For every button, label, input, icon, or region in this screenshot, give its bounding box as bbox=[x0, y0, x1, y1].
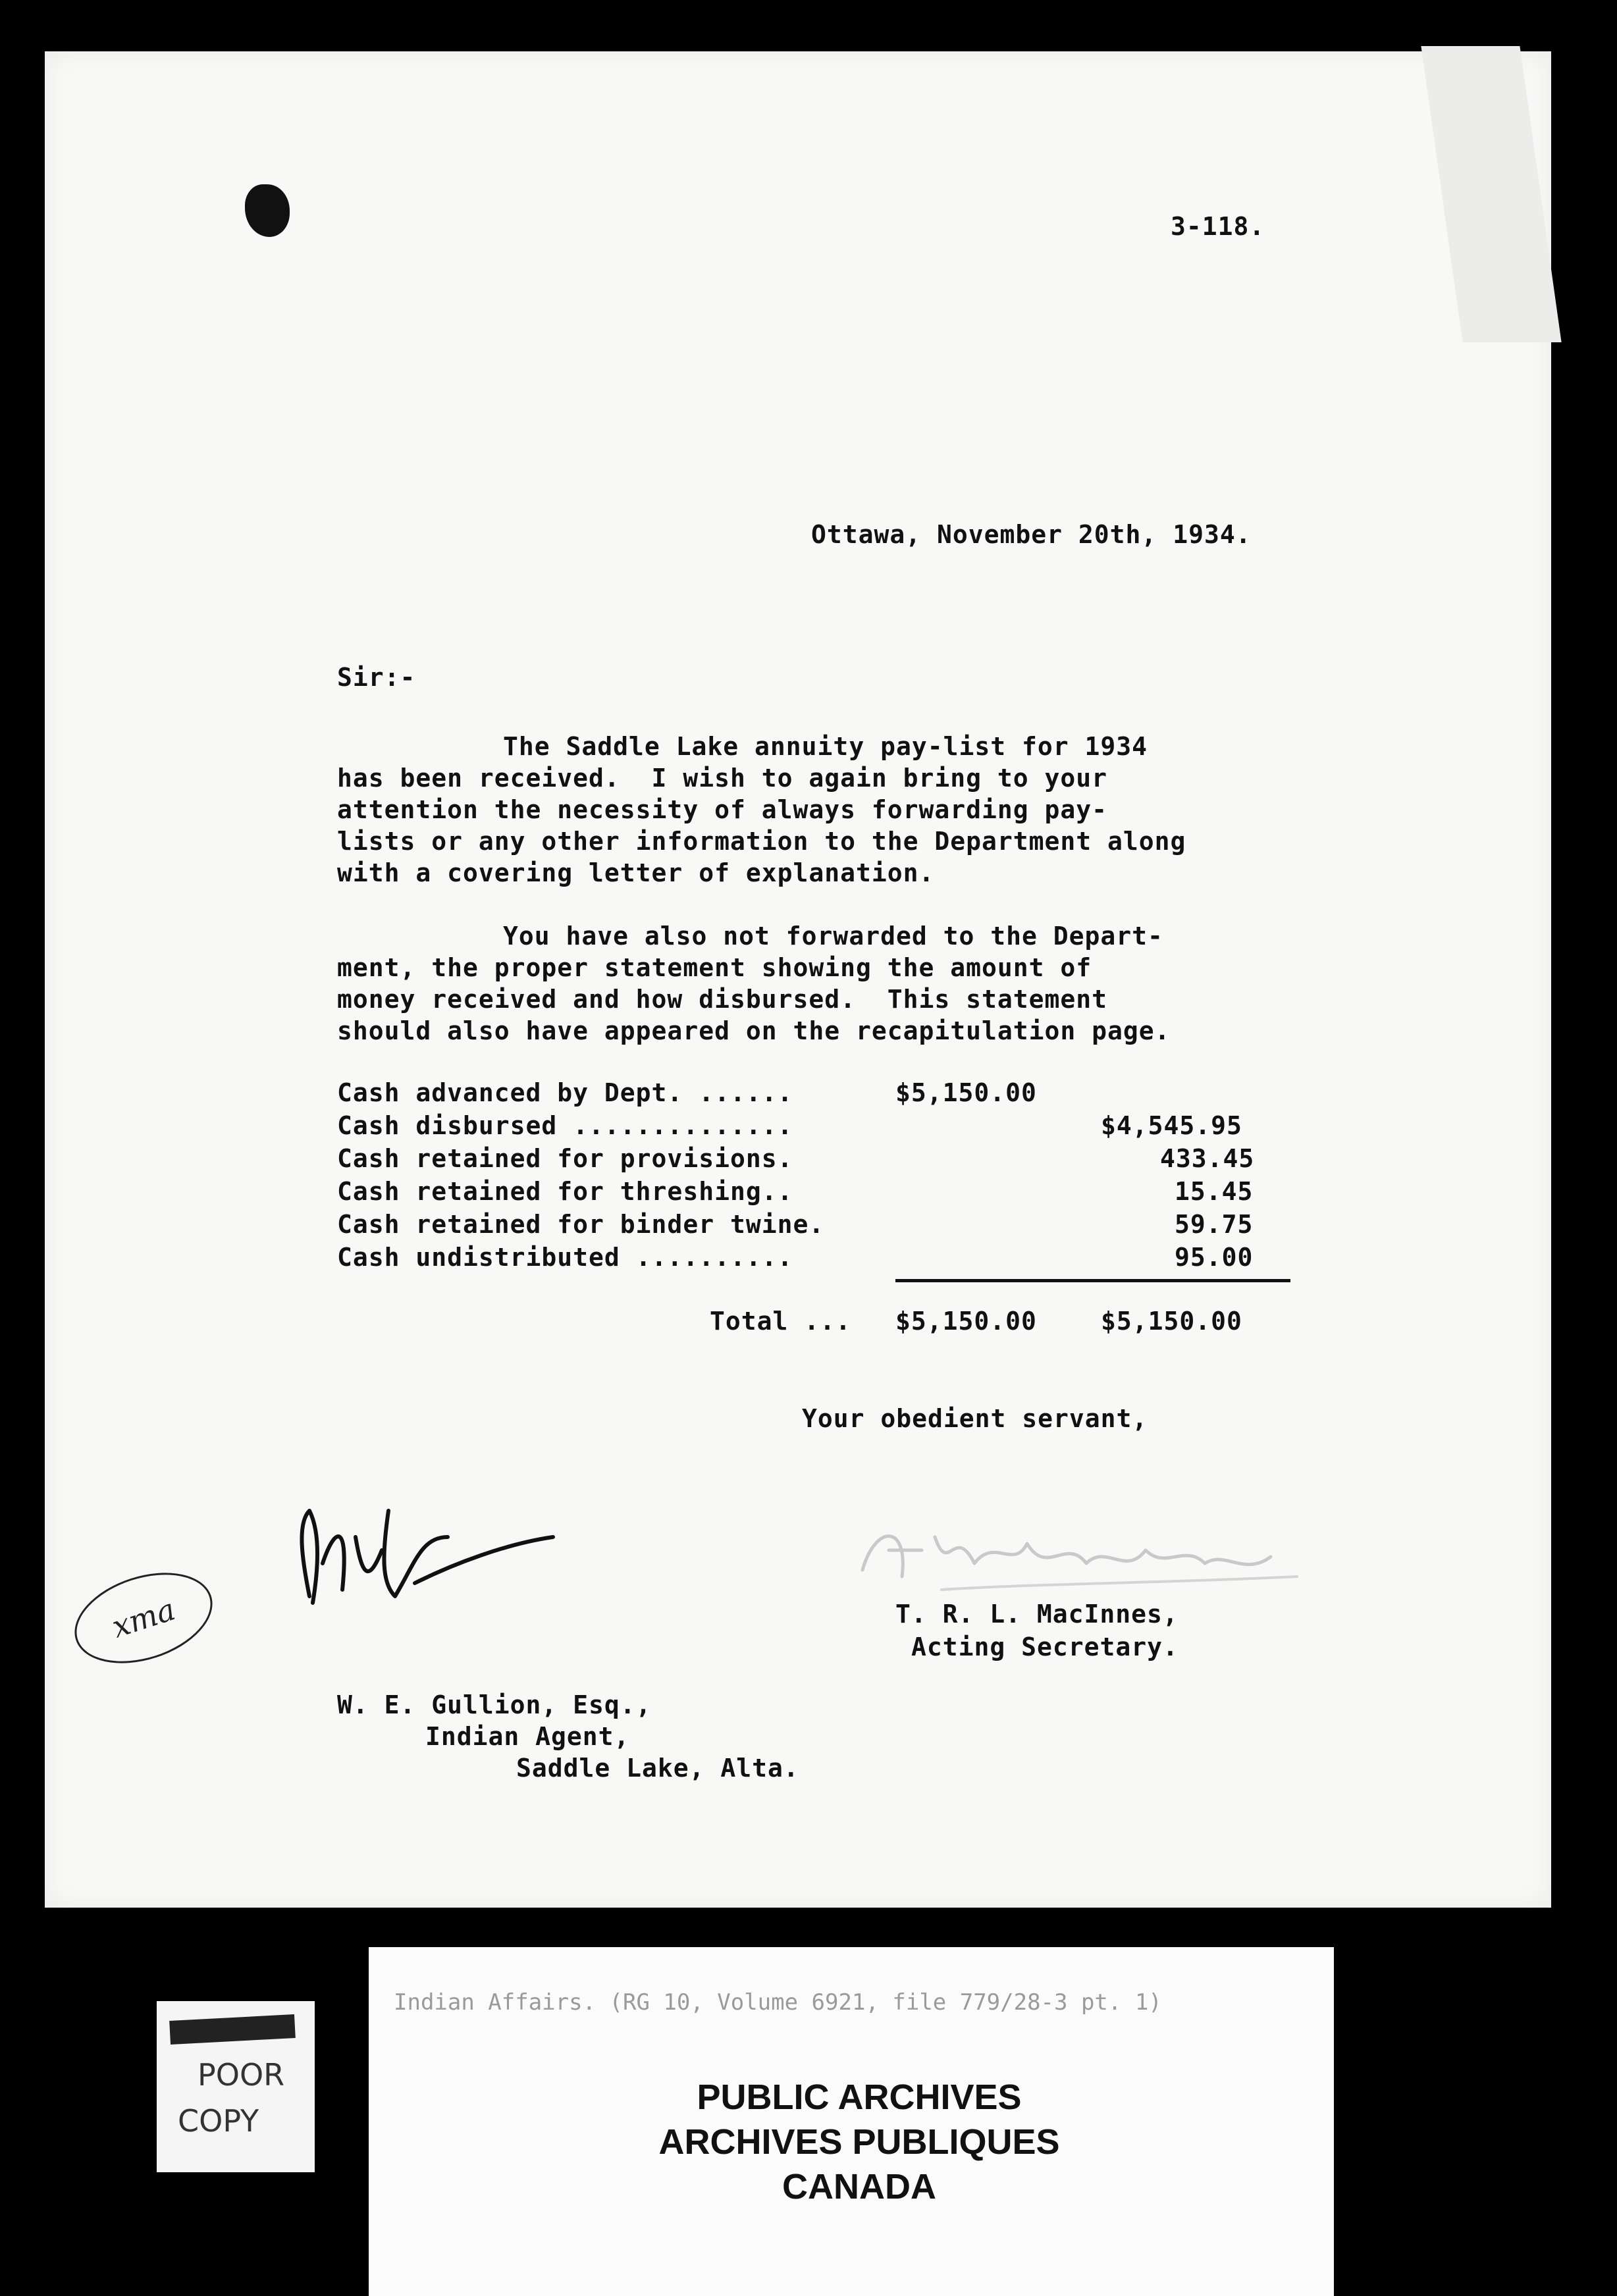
dateline: Ottawa, November 20th, 1934. bbox=[811, 520, 1252, 549]
stamp-line: ARCHIVES PUBLIQUES bbox=[658, 2122, 1060, 2162]
faint-signature bbox=[849, 1498, 1310, 1603]
paragraph-line: lists or any other information to the Department along bbox=[337, 827, 1186, 856]
salutation: Sir:- bbox=[337, 663, 416, 692]
poor-copy-line: COPY bbox=[178, 2103, 259, 2139]
paragraph-line: The Saddle Lake annuity pay-list for 1934 bbox=[503, 732, 1148, 761]
stamp-line: PUBLIC ARCHIVES bbox=[697, 2077, 1022, 2117]
stamp-line: CANADA bbox=[782, 2167, 936, 2206]
recipient-line: Saddle Lake, Alta. bbox=[516, 1754, 799, 1783]
closing: Your obedient servant, bbox=[802, 1404, 1148, 1433]
statement-credit: 15.45 bbox=[1175, 1177, 1254, 1206]
total-debit: $5,150.00 bbox=[895, 1307, 1037, 1336]
recipient-line: Indian Agent, bbox=[425, 1722, 630, 1751]
signatory-title: Acting Secretary. bbox=[911, 1632, 1179, 1661]
archive-reference: Indian Affairs. (RG 10, Volume 6921, file 779/28-3 pt. 1) bbox=[394, 1989, 1162, 2016]
paragraph-line: has been received. I wish to again bring to your bbox=[337, 764, 1108, 793]
statement-label: Cash undistributed .......... bbox=[337, 1243, 793, 1272]
statement-label: Cash advanced by Dept. ...... bbox=[337, 1078, 793, 1107]
circled-initials: xma bbox=[63, 1557, 224, 1680]
statement-credit: 433.45 bbox=[1160, 1144, 1255, 1173]
recipient-line: W. E. Gullion, Esq., bbox=[337, 1690, 652, 1719]
total-credit: $5,150.00 bbox=[1101, 1307, 1242, 1336]
paragraph-line: You have also not forwarded to the Depart- bbox=[503, 922, 1163, 951]
paragraph-line: with a covering letter of explanation. bbox=[337, 858, 935, 887]
total-rule bbox=[895, 1279, 1290, 1282]
statement-label: Cash retained for provisions. bbox=[337, 1144, 793, 1173]
file-number: 3-118. bbox=[1171, 212, 1265, 241]
paragraph-line: ment, the proper statement showing the amount of bbox=[337, 953, 1092, 982]
statement-credit: 59.75 bbox=[1175, 1210, 1254, 1239]
statement-label: Cash retained for binder twine. bbox=[337, 1210, 825, 1239]
statement-label: Cash retained for threshing.. bbox=[337, 1177, 793, 1206]
statement-credit: 95.00 bbox=[1175, 1243, 1254, 1272]
total-label: Total ... bbox=[710, 1307, 851, 1336]
statement-debit: $5,150.00 bbox=[895, 1078, 1037, 1107]
poor-copy-line: POOR bbox=[198, 2057, 285, 2093]
paragraph-line: attention the necessity of always forwarding pay- bbox=[337, 795, 1108, 824]
archives-stamp bbox=[553, 2077, 1165, 2235]
paragraph-line: should also have appeared on the recapitulation page. bbox=[337, 1016, 1171, 1045]
statement-credit: $4,545.95 bbox=[1101, 1111, 1242, 1140]
paragraph-line: money received and how disbursed. This statement bbox=[337, 985, 1108, 1014]
initials-signature bbox=[283, 1484, 560, 1616]
statement-label: Cash disbursed .............. bbox=[337, 1111, 793, 1140]
signatory-name: T. R. L. MacInnes, bbox=[895, 1600, 1179, 1629]
